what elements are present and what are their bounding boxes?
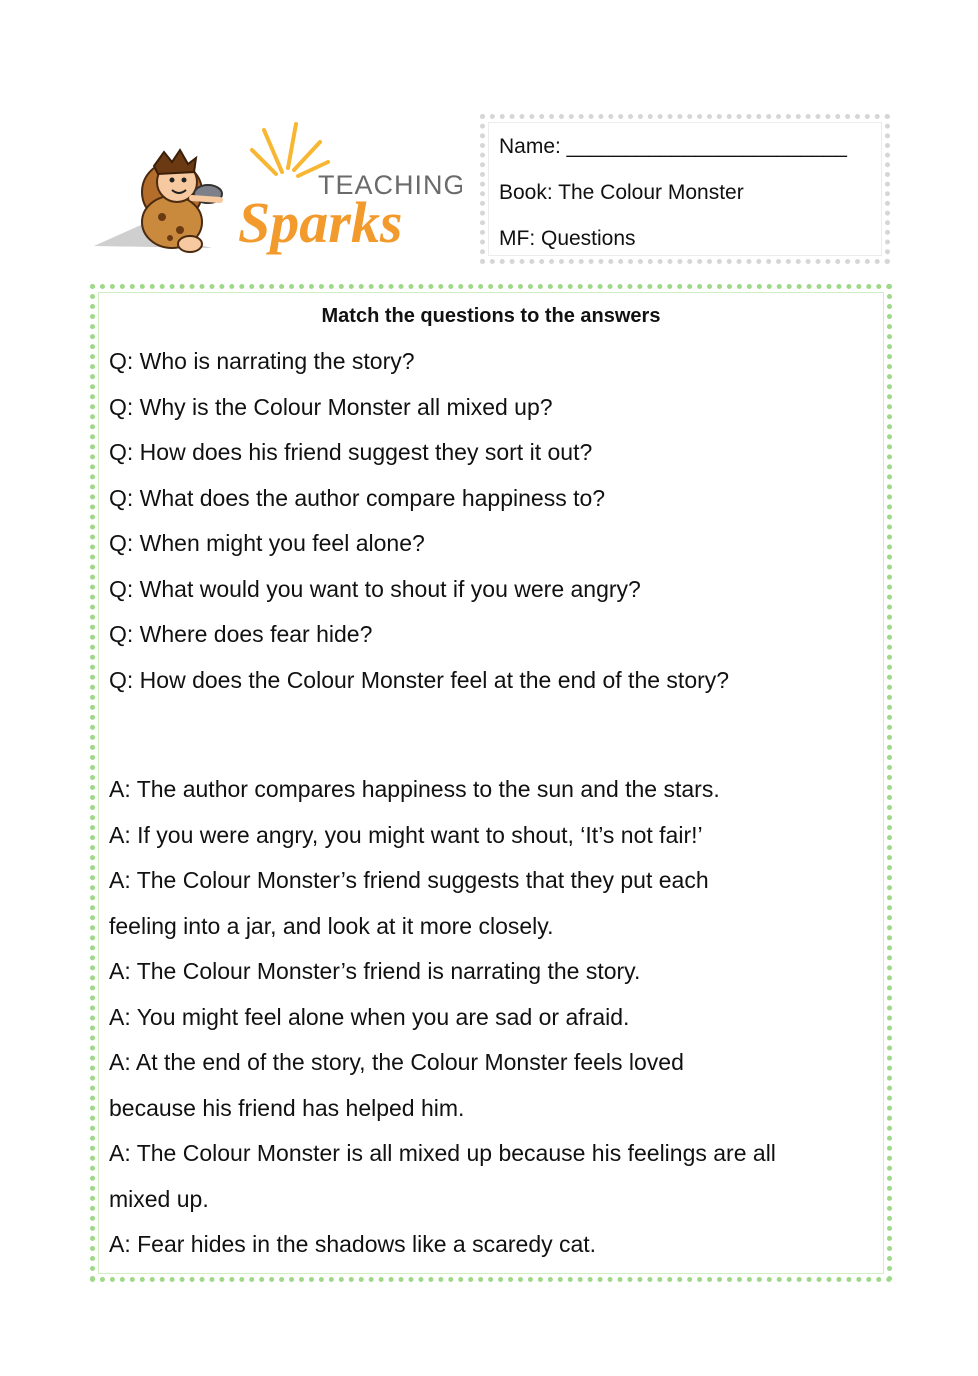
question-item: Q: How does his friend suggest they sort it out?: [109, 439, 593, 465]
answer-line: A: The author compares happiness to the sun and the stars.: [109, 776, 720, 802]
question-item: Q: Where does fear hide?: [109, 621, 373, 647]
book-title: Book: The Colour Monster: [499, 181, 744, 204]
question-item: Q: When might you feel alone?: [109, 530, 425, 556]
answer-line: because his friend has helped him.: [109, 1094, 465, 1121]
question-item: Q: What would you want to shout if you were angry?: [109, 575, 641, 602]
student-info-box: [480, 114, 890, 264]
teaching-sparks-logo: [92, 122, 462, 264]
logo-text-sparks: Sparks: [238, 190, 403, 255]
question-item: Q: How does the Colour Monster feel at the end of the story?: [109, 666, 730, 693]
answer-line: A: The Colour Monster’s friend is narrating the story.: [109, 958, 641, 984]
question-item: Q: Who is narrating the story?: [109, 348, 415, 374]
question-item: Q: What does the author compare happiness to?: [109, 484, 606, 511]
sparks-rays-icon: [252, 124, 328, 176]
answer-line: A: If you were angry, you might want to shout, ‘It’s not fair!’: [109, 821, 703, 848]
spacer: [109, 703, 873, 767]
caveman-icon: [142, 150, 222, 252]
worksheet-box: [90, 284, 892, 1282]
answer-line: A: The Colour Monster’s friend suggests that they put each: [109, 867, 709, 893]
question-item: Q: Why is the Colour Monster all mixed up?: [109, 393, 553, 420]
answer-line: feeling into a jar, and look at it more closely.: [109, 912, 554, 939]
logo-text-teaching: TEACHING: [318, 170, 462, 200]
name-field[interactable]: Name: ________________________: [499, 135, 847, 158]
logo-graphic: [92, 122, 462, 264]
answer-line: A: At the end of the story, the Colour Monster feels loved: [109, 1049, 684, 1075]
answer-line: A: You might feel alone when you are sad or afraid.: [109, 1003, 630, 1030]
answer-list: [109, 767, 873, 1268]
worksheet-title: Match the questions to the answers: [321, 305, 661, 327]
answer-line: mixed up.: [109, 1185, 209, 1212]
answer-line: A: The Colour Monster is all mixed up because his feelings are all: [109, 1140, 776, 1166]
mf-label: MF: Questions: [499, 227, 636, 250]
question-list: [109, 339, 873, 703]
answer-line: A: Fear hides in the shadows like a scaredy cat.: [109, 1231, 597, 1257]
